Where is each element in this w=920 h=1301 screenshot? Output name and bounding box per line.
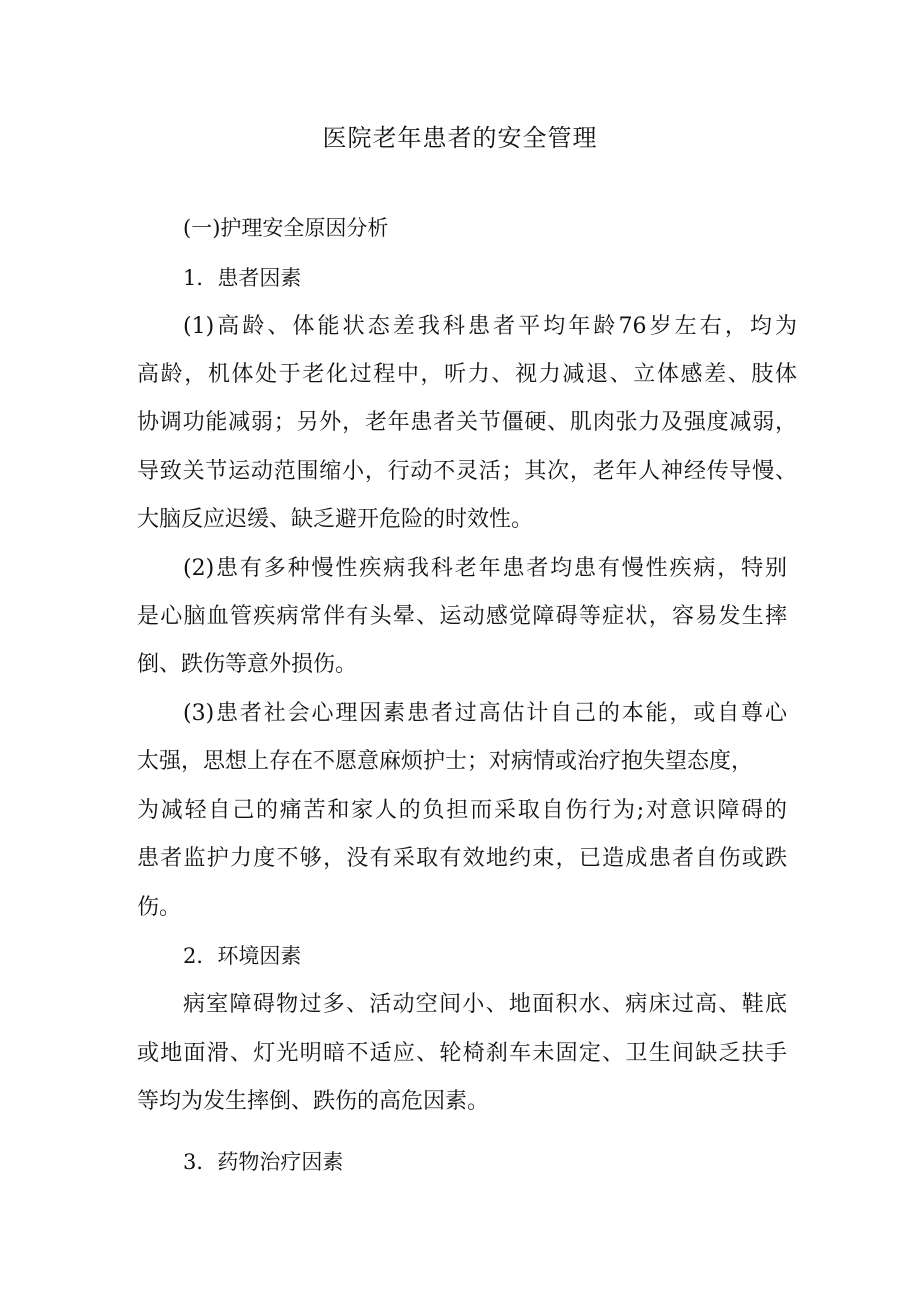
paragraph-line: 伤。 xyxy=(137,895,182,920)
paragraph-line: 倒、跌伤等意外损伤。 xyxy=(137,652,358,677)
paragraph-line: 或地面滑、灯光明暗不适应、轮椅刹车未固定、卫生间缺乏扶手 xyxy=(137,1041,787,1066)
section-heading-nursing-safety: (一)护理安全原因分析 xyxy=(183,216,389,240)
paragraph-line: 大脑反应迟缓、缺乏避开危险的时效性。 xyxy=(137,507,534,532)
subsection-heading-environment-factors: 2．环境因素 xyxy=(183,944,302,968)
paragraph-line: (2)患有多种慢性疾病我科老年患者均患有慢性疾病，特别 xyxy=(183,556,787,581)
paragraph-line: 协调功能减弱；另外，老年患者关节僵硬、肌肉张力及强度减弱， xyxy=(137,410,797,435)
paragraph-line: (1)高龄、体能状态差我科患者平均年龄76岁左右，均为 xyxy=(183,314,797,339)
paragraph-line: 等均为发生摔倒、跌伤的高危因素。 xyxy=(137,1089,490,1114)
paragraph-line: 导致关节运动范围缩小，行动不灵活；其次，老年人神经传导慢、 xyxy=(137,459,797,484)
paragraph-line: 是心脑血管疾病常伴有头晕、运动感觉障碍等症状，容易发生摔 xyxy=(137,604,787,629)
paragraph-line: 高龄，机体处于老化过程中，听力、视力减退、立体感差、肢体 xyxy=(137,362,797,387)
subsection-heading-drug-factors: 3．药物治疗因素 xyxy=(183,1150,344,1174)
paragraph-line: 患者监护力度不够，没有采取有效地约束，已造成患者自伤或跌 xyxy=(137,846,787,871)
paragraph-line: 为减轻自己的痛苦和家人的负担而采取自伤行为;对意识障碍的 xyxy=(137,798,787,823)
paragraph-line: (3)患者社会心理因素患者过高估计自己的本能，或自尊心 xyxy=(183,701,787,726)
paragraph-line: 病室障碍物过多、活动空间小、地面积水、病床过高、鞋底 xyxy=(183,992,787,1017)
document-title: 医院老年患者的安全管理 xyxy=(322,124,598,152)
paragraph-line: 太强，思想上存在不愿意麻烦护士；对病情或治疗抱失望态度， xyxy=(137,749,754,774)
subsection-heading-patient-factors: 1．患者因素 xyxy=(183,266,302,290)
